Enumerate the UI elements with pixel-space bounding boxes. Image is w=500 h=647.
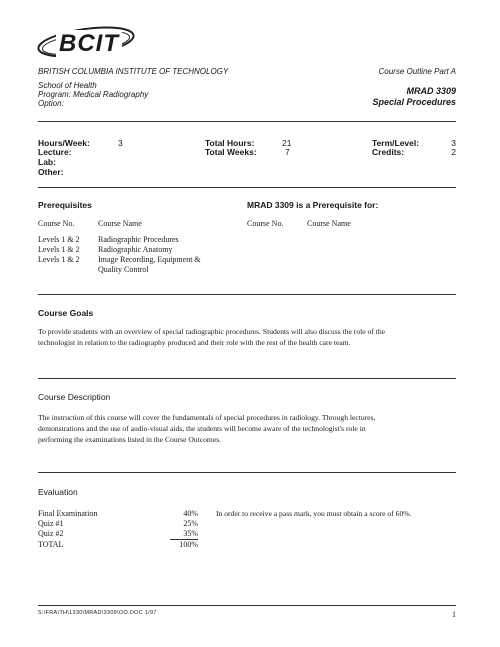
description-text: performing the examinations listed in the Course Outcomes. (38, 435, 222, 444)
school-name: School of Health (38, 81, 97, 90)
program-name: Program: Medical Radiography (38, 90, 149, 99)
prereq-row-no: Levels 1 & 2 (38, 255, 80, 264)
eval-item-pct: 35% (183, 529, 198, 538)
total-weeks-value: 7 (285, 147, 290, 157)
goals-text: technologist in relation to the radiography produced and their role with the rest of the health care team. (38, 338, 351, 347)
prereq-row-no: Levels 1 & 2 (38, 235, 80, 244)
option-label: Option: (38, 99, 64, 108)
course-code: MRAD 3309 (406, 86, 456, 96)
prereq-row-name: Radiographic Anatomy (98, 245, 173, 254)
divider (38, 187, 456, 188)
prereq-col-no: Course No. (38, 219, 75, 228)
hours-week-label: Hours/Week: (38, 138, 90, 148)
term-label: Term/Level: (372, 138, 420, 148)
divider (38, 378, 456, 379)
goals-text: To provide students with an overview of special radiographic procedures. Students will also discuss the role of the (38, 327, 386, 336)
prereq-for-col-no: Course No. (247, 219, 284, 228)
eval-total-pct: 100% (179, 540, 198, 549)
total-weeks-label: Total Weeks: (205, 147, 257, 157)
eval-item-name: Quiz #2 (38, 529, 64, 538)
bcit-logo (34, 22, 144, 64)
divider (38, 294, 456, 295)
doc-type: Course Outline Part A (378, 67, 456, 76)
prereq-row-name: Radiographic Procedures (98, 235, 179, 244)
description-title: Course Description (38, 392, 111, 402)
credits-value: 2 (451, 147, 456, 157)
prereq-col-name: Course Name (98, 219, 142, 228)
eval-item-name: Final Examination (38, 509, 98, 518)
other-label: Other: (38, 167, 64, 177)
eval-item-pct: 40% (183, 509, 198, 518)
prereq-for-col-name: Course Name (307, 219, 351, 228)
description-text: demonstrations and the use of audio-visual aids, the students will become aware of the technologist's role in (38, 424, 366, 433)
divider (38, 121, 456, 122)
lab-label: Lab: (38, 157, 56, 167)
lecture-label: Lecture: (38, 147, 72, 157)
logo-text: BCIT (56, 30, 122, 58)
total-hours-value: 21 (282, 138, 292, 148)
prereq-row-no: Levels 1 & 2 (38, 245, 80, 254)
goals-title: Course Goals (38, 308, 94, 318)
prereq-row-name-cont: Quality Control (98, 265, 149, 274)
term-value: 3 (451, 138, 456, 148)
total-hours-label: Total Hours: (205, 138, 255, 148)
footer-path: S:\FRA\TH\1330\MRAD\3309\OO.DOC 1/97 (38, 610, 157, 616)
credits-label: Credits: (372, 147, 405, 157)
pass-mark-note: In order to receive a pass mark, you must obtain a score of 60%. (216, 509, 412, 518)
eval-item-pct: 25% (183, 519, 198, 528)
eval-total-label: TOTAL (38, 540, 64, 549)
course-title: Special Procedures (372, 97, 456, 107)
prereq-title: Prerequisites (38, 200, 92, 210)
hours-week-value: 3 (118, 138, 123, 148)
prereq-for-title: MRAD 3309 is a Prerequisite for: (247, 200, 379, 210)
evaluation-title: Evaluation (38, 487, 78, 497)
eval-item-name: Quiz #1 (38, 519, 64, 528)
divider (38, 605, 456, 606)
prereq-row-name: Image Recording, Equipment & (98, 255, 201, 264)
page-number: 1 (452, 610, 456, 619)
divider (38, 472, 456, 473)
description-text: The instruction of this course will cover the fundamentals of special procedures in radiology. Through lectures, (38, 413, 376, 422)
institute-name: BRITISH COLUMBIA INSTITUTE OF TECHNOLOGY (38, 67, 229, 76)
